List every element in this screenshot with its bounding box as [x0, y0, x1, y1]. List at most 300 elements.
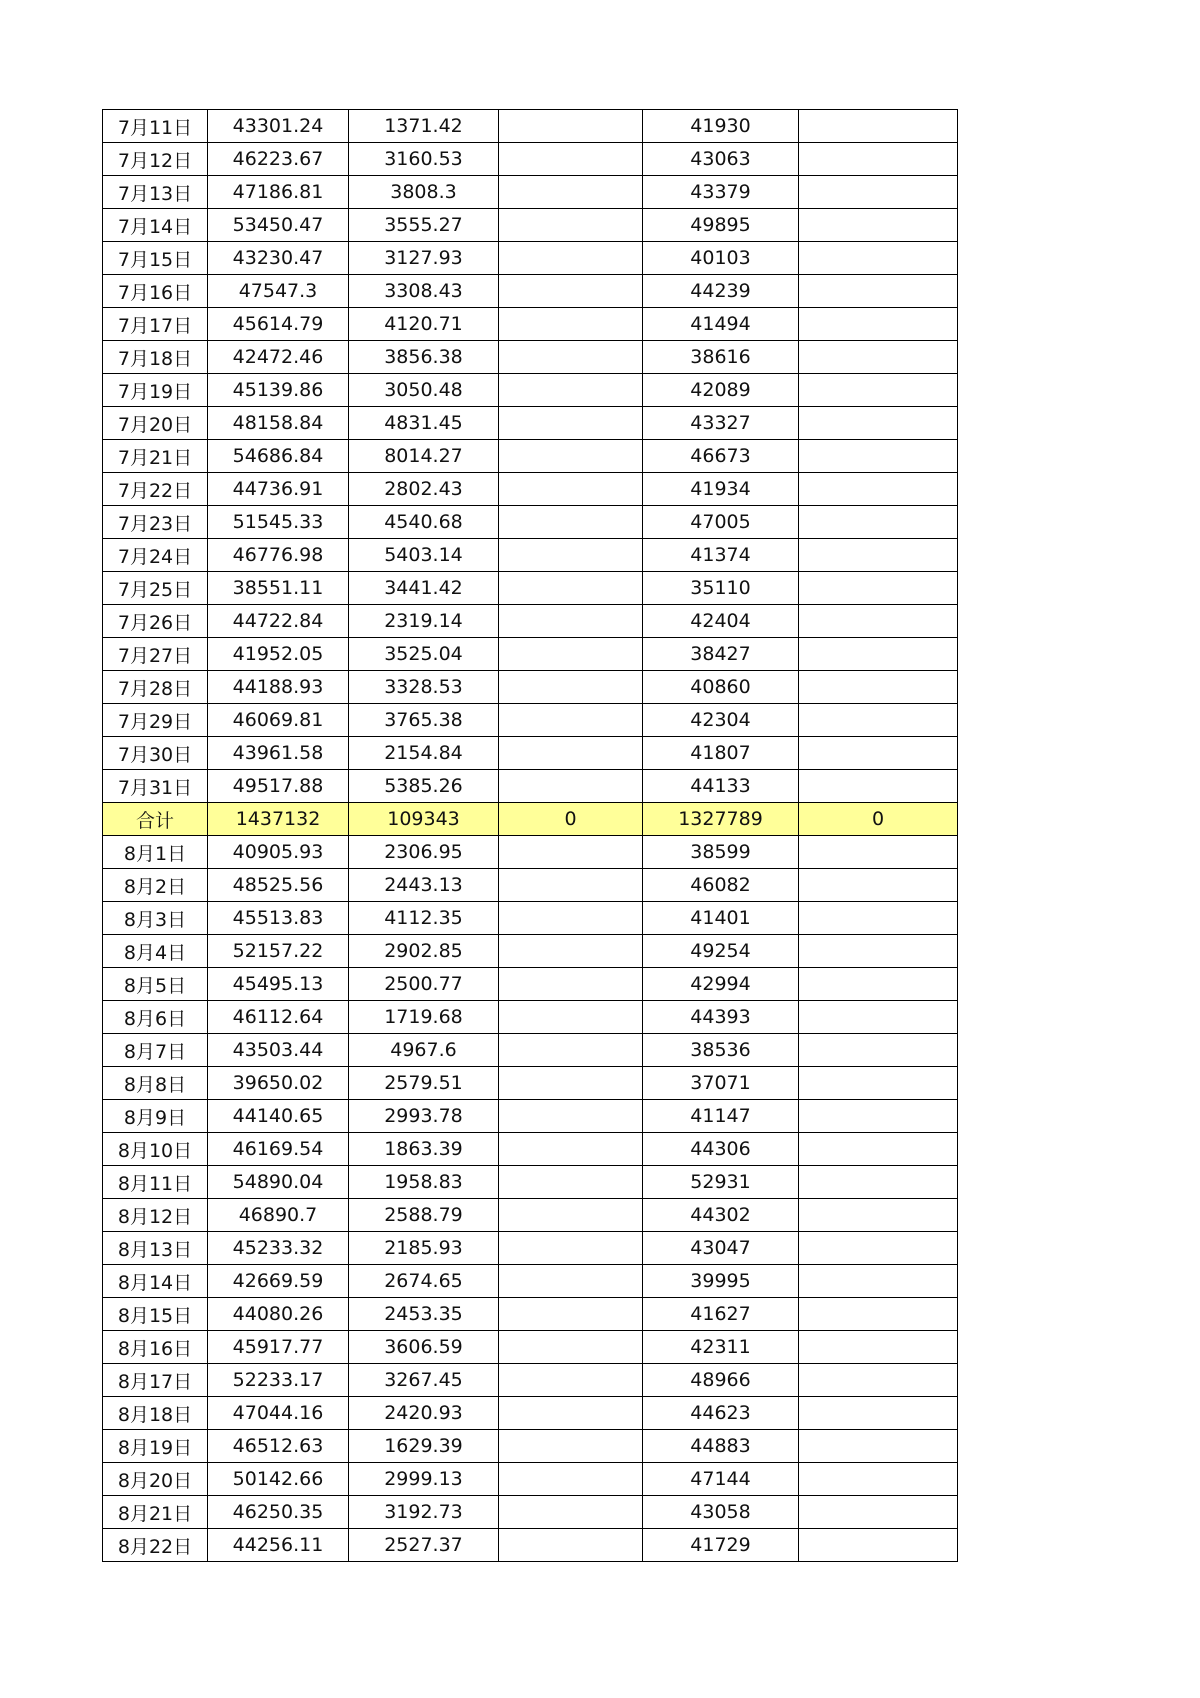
value-cell-col3: [499, 1397, 643, 1430]
value-cell-col1: 44722.84: [208, 605, 349, 638]
value-cell-col3: [499, 1496, 643, 1529]
date-cell: 7月28日: [103, 671, 208, 704]
value-cell-col1: 45495.13: [208, 968, 349, 1001]
value-cell-col5: [799, 209, 958, 242]
value-cell-col1: 44140.65: [208, 1100, 349, 1133]
value-cell-col1: 47044.16: [208, 1397, 349, 1430]
table-row: [103, 1331, 958, 1364]
value-cell-col5: [799, 935, 958, 968]
value-cell-col4: 37071: [643, 1067, 799, 1100]
value-cell-col2: 2306.95: [349, 836, 499, 869]
value-cell-col4: 41374: [643, 539, 799, 572]
value-cell-col3: [499, 209, 643, 242]
value-cell-col5: [799, 1331, 958, 1364]
value-cell-col2: 4831.45: [349, 407, 499, 440]
value-cell-col3: [499, 968, 643, 1001]
value-cell-col3: [499, 1100, 643, 1133]
value-cell-col4: 44302: [643, 1199, 799, 1232]
value-cell-col5: [799, 704, 958, 737]
value-cell-col4: 44239: [643, 275, 799, 308]
value-cell-col2: 2420.93: [349, 1397, 499, 1430]
value-cell-col5: [799, 341, 958, 374]
table-row: [103, 1430, 958, 1463]
date-cell: 8月7日: [103, 1034, 208, 1067]
value-cell-col2: 2999.13: [349, 1463, 499, 1496]
value-cell-col4: 41147: [643, 1100, 799, 1133]
value-cell-col2: 1629.39: [349, 1430, 499, 1463]
table-row: [103, 539, 958, 572]
table-row: [103, 671, 958, 704]
value-cell-col1: 51545.33: [208, 506, 349, 539]
value-cell-col5: [799, 143, 958, 176]
value-cell-col4: 42089: [643, 374, 799, 407]
value-cell-col1: 38551.11: [208, 572, 349, 605]
value-cell-col5: [799, 1034, 958, 1067]
value-cell-col2: 2443.13: [349, 869, 499, 902]
date-cell: 7月26日: [103, 605, 208, 638]
value-cell-col5: [799, 671, 958, 704]
table-row: [103, 1100, 958, 1133]
value-cell-col4: 47005: [643, 506, 799, 539]
value-cell-col2: 109343: [349, 803, 499, 836]
table-body: [103, 110, 958, 1562]
value-cell-col3: [499, 605, 643, 638]
value-cell-col4: 38616: [643, 341, 799, 374]
value-cell-col1: 45139.86: [208, 374, 349, 407]
date-cell: 7月11日: [103, 110, 208, 143]
table-row: [103, 1232, 958, 1265]
table-row: [103, 1166, 958, 1199]
table-row: [103, 869, 958, 902]
value-cell-col3: [499, 1331, 643, 1364]
value-cell-col5: [799, 1397, 958, 1430]
date-cell: 7月30日: [103, 737, 208, 770]
value-cell-col5: [799, 1265, 958, 1298]
table-row: [103, 506, 958, 539]
value-cell-col1: 46169.54: [208, 1133, 349, 1166]
value-cell-col3: [499, 1199, 643, 1232]
value-cell-col3: [499, 308, 643, 341]
value-cell-col4: 49254: [643, 935, 799, 968]
value-cell-col5: [799, 968, 958, 1001]
date-cell: 8月14日: [103, 1265, 208, 1298]
value-cell-col5: [799, 308, 958, 341]
value-cell-col2: 2902.85: [349, 935, 499, 968]
value-cell-col1: 43961.58: [208, 737, 349, 770]
value-cell-col5: [799, 473, 958, 506]
value-cell-col3: [499, 1430, 643, 1463]
date-cell: 7月21日: [103, 440, 208, 473]
value-cell-col3: [499, 374, 643, 407]
value-cell-col4: 43379: [643, 176, 799, 209]
value-cell-col4: 41401: [643, 902, 799, 935]
value-cell-col2: 3267.45: [349, 1364, 499, 1397]
table-row: [103, 275, 958, 308]
date-cell: 7月17日: [103, 308, 208, 341]
date-cell: 8月3日: [103, 902, 208, 935]
value-cell-col1: 1437132: [208, 803, 349, 836]
value-cell-col1: 39650.02: [208, 1067, 349, 1100]
value-cell-col3: [499, 242, 643, 275]
value-cell-col5: [799, 242, 958, 275]
value-cell-col4: 38599: [643, 836, 799, 869]
value-cell-col3: [499, 110, 643, 143]
value-cell-col1: 44256.11: [208, 1529, 349, 1562]
table-row: [103, 605, 958, 638]
value-cell-col4: 44306: [643, 1133, 799, 1166]
date-cell: 8月6日: [103, 1001, 208, 1034]
value-cell-col3: [499, 1364, 643, 1397]
date-cell: 8月16日: [103, 1331, 208, 1364]
value-cell-col2: 1719.68: [349, 1001, 499, 1034]
value-cell-col2: 3441.42: [349, 572, 499, 605]
value-cell-col1: 40905.93: [208, 836, 349, 869]
date-cell: 8月8日: [103, 1067, 208, 1100]
date-cell: 7月23日: [103, 506, 208, 539]
value-cell-col4: 41930: [643, 110, 799, 143]
value-cell-col3: [499, 1034, 643, 1067]
value-cell-col1: 44736.91: [208, 473, 349, 506]
table-row: [103, 1034, 958, 1067]
value-cell-col1: 54890.04: [208, 1166, 349, 1199]
value-cell-col4: 38536: [643, 1034, 799, 1067]
value-cell-col5: [799, 1529, 958, 1562]
value-cell-col1: 47547.3: [208, 275, 349, 308]
value-cell-col3: [499, 539, 643, 572]
value-cell-col1: 52157.22: [208, 935, 349, 968]
value-cell-col3: [499, 704, 643, 737]
value-cell-col1: 54686.84: [208, 440, 349, 473]
value-cell-col2: 2185.93: [349, 1232, 499, 1265]
value-cell-col2: 2588.79: [349, 1199, 499, 1232]
value-cell-col5: [799, 110, 958, 143]
value-cell-col5: [799, 770, 958, 803]
value-cell-col3: [499, 506, 643, 539]
date-cell: 8月5日: [103, 968, 208, 1001]
value-cell-col2: 2993.78: [349, 1100, 499, 1133]
table-row: [103, 935, 958, 968]
value-cell-col5: [799, 1463, 958, 1496]
table-row: [103, 209, 958, 242]
value-cell-col1: 53450.47: [208, 209, 349, 242]
date-cell: 7月25日: [103, 572, 208, 605]
value-cell-col4: 43327: [643, 407, 799, 440]
value-cell-col5: [799, 1001, 958, 1034]
date-cell: 7月22日: [103, 473, 208, 506]
value-cell-col2: 3606.59: [349, 1331, 499, 1364]
value-cell-col5: [799, 1166, 958, 1199]
date-cell: 8月2日: [103, 869, 208, 902]
table-row: [103, 572, 958, 605]
value-cell-col1: 46776.98: [208, 539, 349, 572]
value-cell-col1: 41952.05: [208, 638, 349, 671]
value-cell-col1: 49517.88: [208, 770, 349, 803]
value-cell-col2: 1863.39: [349, 1133, 499, 1166]
value-cell-col1: 45513.83: [208, 902, 349, 935]
table-row: [103, 440, 958, 473]
value-cell-col2: 4112.35: [349, 902, 499, 935]
value-cell-col5: [799, 539, 958, 572]
value-cell-col2: 3050.48: [349, 374, 499, 407]
date-cell: 7月16日: [103, 275, 208, 308]
value-cell-col1: 42472.46: [208, 341, 349, 374]
value-cell-col2: 5403.14: [349, 539, 499, 572]
value-cell-col4: 52931: [643, 1166, 799, 1199]
table-row: [103, 1397, 958, 1430]
value-cell-col3: [499, 1463, 643, 1496]
table-row: [103, 836, 958, 869]
value-cell-col5: [799, 1298, 958, 1331]
value-cell-col4: 48966: [643, 1364, 799, 1397]
date-cell: 7月31日: [103, 770, 208, 803]
table-row: [103, 242, 958, 275]
table-row: [103, 1265, 958, 1298]
value-cell-col2: 3525.04: [349, 638, 499, 671]
value-cell-col2: 5385.26: [349, 770, 499, 803]
value-cell-col1: 46223.67: [208, 143, 349, 176]
value-cell-col2: 3856.38: [349, 341, 499, 374]
value-cell-col3: [499, 1067, 643, 1100]
value-cell-col5: [799, 275, 958, 308]
value-cell-col5: [799, 638, 958, 671]
value-cell-col2: 2500.77: [349, 968, 499, 1001]
value-cell-col5: [799, 902, 958, 935]
value-cell-col1: 46890.7: [208, 1199, 349, 1232]
value-cell-col5: [799, 1364, 958, 1397]
table-row: [103, 308, 958, 341]
value-cell-col3: [499, 770, 643, 803]
value-cell-col4: 43058: [643, 1496, 799, 1529]
table-row: [103, 1133, 958, 1166]
date-cell: 8月13日: [103, 1232, 208, 1265]
date-cell: 7月29日: [103, 704, 208, 737]
value-cell-col5: [799, 1067, 958, 1100]
date-cell: 8月1日: [103, 836, 208, 869]
value-cell-col5: [799, 1100, 958, 1133]
table-row: [103, 1199, 958, 1232]
table-row: [103, 968, 958, 1001]
date-cell: 8月4日: [103, 935, 208, 968]
value-cell-col5: [799, 572, 958, 605]
value-cell-col2: 3127.93: [349, 242, 499, 275]
value-cell-col4: 49895: [643, 209, 799, 242]
value-cell-col3: [499, 440, 643, 473]
value-cell-col4: 44133: [643, 770, 799, 803]
value-cell-col4: 40103: [643, 242, 799, 275]
value-cell-col5: [799, 1199, 958, 1232]
value-cell-col2: 3765.38: [349, 704, 499, 737]
value-cell-col4: 42404: [643, 605, 799, 638]
value-cell-col2: 2154.84: [349, 737, 499, 770]
date-cell: 7月13日: [103, 176, 208, 209]
date-cell: 合计: [103, 803, 208, 836]
date-cell: 7月24日: [103, 539, 208, 572]
value-cell-col3: [499, 836, 643, 869]
value-cell-col3: [499, 176, 643, 209]
date-cell: 8月17日: [103, 1364, 208, 1397]
value-cell-col5: [799, 1496, 958, 1529]
value-cell-col3: [499, 1001, 643, 1034]
value-cell-col2: 1371.42: [349, 110, 499, 143]
table-row: [103, 176, 958, 209]
value-cell-col3: [499, 572, 643, 605]
value-cell-col1: 50142.66: [208, 1463, 349, 1496]
value-cell-col3: [499, 1166, 643, 1199]
value-cell-col5: [799, 869, 958, 902]
value-cell-col2: 2802.43: [349, 473, 499, 506]
value-cell-col5: [799, 374, 958, 407]
value-cell-col1: 43230.47: [208, 242, 349, 275]
value-cell-col3: [499, 407, 643, 440]
value-cell-col3: [499, 275, 643, 308]
value-cell-col3: [499, 737, 643, 770]
value-cell-col2: 2453.35: [349, 1298, 499, 1331]
value-cell-col4: 41729: [643, 1529, 799, 1562]
table-row: [103, 638, 958, 671]
table-row: [103, 1001, 958, 1034]
value-cell-col4: 38427: [643, 638, 799, 671]
value-cell-col1: 45614.79: [208, 308, 349, 341]
date-cell: 8月10日: [103, 1133, 208, 1166]
value-cell-col5: [799, 836, 958, 869]
value-cell-col4: 44393: [643, 1001, 799, 1034]
value-cell-col1: 43503.44: [208, 1034, 349, 1067]
value-cell-col4: 46082: [643, 869, 799, 902]
value-cell-col5: [799, 176, 958, 209]
value-cell-col2: 3192.73: [349, 1496, 499, 1529]
value-cell-col3: [499, 1265, 643, 1298]
value-cell-col5: [799, 737, 958, 770]
value-cell-col4: 42994: [643, 968, 799, 1001]
date-cell: 8月18日: [103, 1397, 208, 1430]
value-cell-col3: [499, 473, 643, 506]
value-cell-col4: 46673: [643, 440, 799, 473]
date-cell: 7月19日: [103, 374, 208, 407]
value-cell-col1: 45233.32: [208, 1232, 349, 1265]
value-cell-col4: 42311: [643, 1331, 799, 1364]
date-cell: 8月9日: [103, 1100, 208, 1133]
table-row: [103, 770, 958, 803]
value-cell-col4: 40860: [643, 671, 799, 704]
value-cell-col1: 46112.64: [208, 1001, 349, 1034]
table-row: [103, 473, 958, 506]
value-cell-col1: 45917.77: [208, 1331, 349, 1364]
value-cell-col1: 48158.84: [208, 407, 349, 440]
value-cell-col3: [499, 935, 643, 968]
table-row: [103, 407, 958, 440]
daily-data-table: [102, 109, 958, 1562]
value-cell-col3: [499, 1232, 643, 1265]
value-cell-col1: 48525.56: [208, 869, 349, 902]
value-cell-col5: [799, 440, 958, 473]
value-cell-col1: 52233.17: [208, 1364, 349, 1397]
value-cell-col3: [499, 1133, 643, 1166]
date-cell: 8月11日: [103, 1166, 208, 1199]
value-cell-col2: 3555.27: [349, 209, 499, 242]
value-cell-col4: 43063: [643, 143, 799, 176]
table-row: [103, 110, 958, 143]
value-cell-col3: [499, 143, 643, 176]
value-cell-col3: [499, 341, 643, 374]
total-row: [103, 803, 958, 836]
value-cell-col2: 3328.53: [349, 671, 499, 704]
value-cell-col1: 44188.93: [208, 671, 349, 704]
table-row: [103, 1067, 958, 1100]
date-cell: 7月12日: [103, 143, 208, 176]
table-row: [103, 902, 958, 935]
value-cell-col4: 44623: [643, 1397, 799, 1430]
date-cell: 8月15日: [103, 1298, 208, 1331]
date-cell: 8月22日: [103, 1529, 208, 1562]
table-row: [103, 1364, 958, 1397]
table-row: [103, 1463, 958, 1496]
value-cell-col1: 46512.63: [208, 1430, 349, 1463]
value-cell-col4: 44883: [643, 1430, 799, 1463]
value-cell-col3: [499, 638, 643, 671]
value-cell-col4: 1327789: [643, 803, 799, 836]
value-cell-col1: 44080.26: [208, 1298, 349, 1331]
table-row: [103, 374, 958, 407]
value-cell-col2: 2527.37: [349, 1529, 499, 1562]
value-cell-col5: [799, 407, 958, 440]
table-row: [103, 1529, 958, 1562]
value-cell-col2: 3808.3: [349, 176, 499, 209]
value-cell-col4: 43047: [643, 1232, 799, 1265]
date-cell: 7月15日: [103, 242, 208, 275]
value-cell-col2: 2319.14: [349, 605, 499, 638]
value-cell-col5: [799, 605, 958, 638]
value-cell-col4: 41627: [643, 1298, 799, 1331]
value-cell-col5: [799, 506, 958, 539]
value-cell-col4: 41934: [643, 473, 799, 506]
value-cell-col1: 46069.81: [208, 704, 349, 737]
value-cell-col2: 3308.43: [349, 275, 499, 308]
value-cell-col1: 42669.59: [208, 1265, 349, 1298]
table-row: [103, 341, 958, 374]
date-cell: 7月18日: [103, 341, 208, 374]
value-cell-col3: [499, 1529, 643, 1562]
table-row: [103, 143, 958, 176]
table-row: [103, 737, 958, 770]
value-cell-col5: [799, 1133, 958, 1166]
table-row: [103, 1496, 958, 1529]
date-cell: 8月20日: [103, 1463, 208, 1496]
value-cell-col4: 42304: [643, 704, 799, 737]
value-cell-col3: 0: [499, 803, 643, 836]
date-cell: 8月19日: [103, 1430, 208, 1463]
value-cell-col2: 2579.51: [349, 1067, 499, 1100]
value-cell-col3: [499, 902, 643, 935]
value-cell-col2: 8014.27: [349, 440, 499, 473]
date-cell: 8月21日: [103, 1496, 208, 1529]
value-cell-col2: 2674.65: [349, 1265, 499, 1298]
date-cell: 7月20日: [103, 407, 208, 440]
value-cell-col5: 0: [799, 803, 958, 836]
value-cell-col2: 4540.68: [349, 506, 499, 539]
value-cell-col4: 41494: [643, 308, 799, 341]
value-cell-col3: [499, 1298, 643, 1331]
value-cell-col1: 47186.81: [208, 176, 349, 209]
value-cell-col4: 47144: [643, 1463, 799, 1496]
value-cell-col1: 46250.35: [208, 1496, 349, 1529]
date-cell: 7月14日: [103, 209, 208, 242]
value-cell-col5: [799, 1430, 958, 1463]
date-cell: 8月12日: [103, 1199, 208, 1232]
value-cell-col3: [499, 671, 643, 704]
value-cell-col2: 4120.71: [349, 308, 499, 341]
value-cell-col4: 39995: [643, 1265, 799, 1298]
table-row: [103, 1298, 958, 1331]
